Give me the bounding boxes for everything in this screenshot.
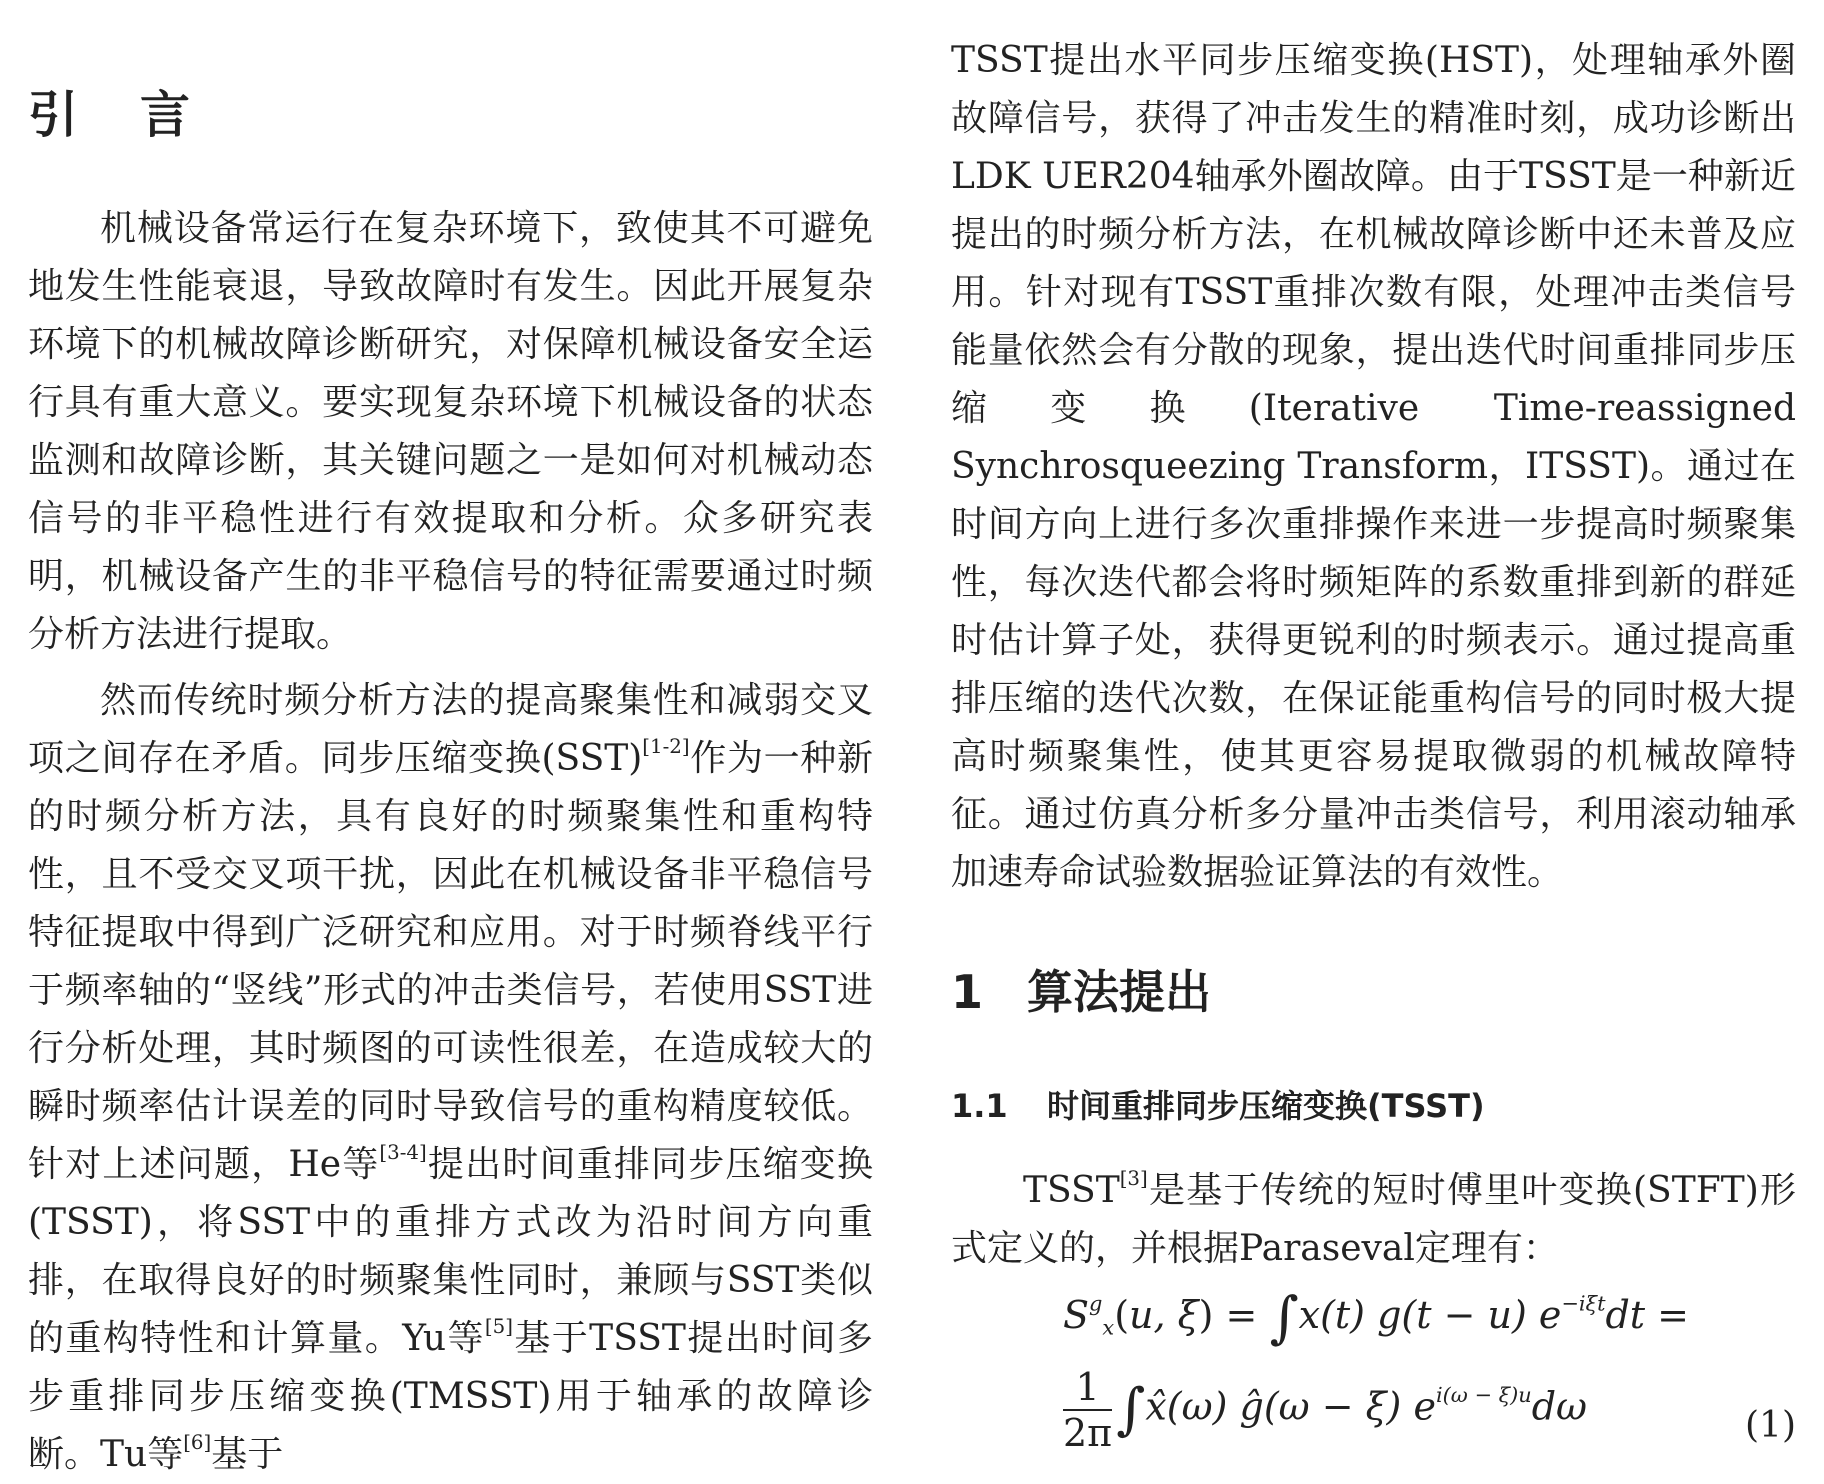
citation-ref: [3-4] [379, 1141, 427, 1165]
integral-sign: ∫ [1116, 1377, 1146, 1442]
section-number: 1 [951, 965, 984, 1019]
eq-line1-exponent: −iξt [1561, 1291, 1606, 1316]
text-segment: 提出时间重排同步压缩变换(TSST)，将SST中的重排方式改为沿时间方向重排，在取得良好的时频聚集性同时，兼顾与SST类似的重构特性和计算量。Yu等 [28, 1144, 873, 1359]
fraction-denominator: 2π [1063, 1411, 1113, 1455]
tsst-rest: 是基于传统的短时傅里叶变换(STFT)形式定义的，并根据Paraseval定理有： [951, 1170, 1796, 1269]
intro-paragraph-1: 机械设备常运行在复杂环境下，致使其不可避免地发生性能衰退，导致故障时有发生。因此开展复杂环境下的机械故障诊断研究，对保障机械设备安全运行具有重大意义。要实现复杂环境下机械设备的状态监测和故障诊断，其关键问题之一是如何对机械动态信号的非平稳性进行有效提取和分析。众多研究表明，机械设备产生的非平稳信号的特征需要通过时频分析方法进行提取。 [28, 208, 873, 655]
equation-line-2 [1063, 1365, 1587, 1455]
subsection-heading [951, 1082, 1485, 1130]
text-segment: 基于TSST提出时间多步重排同步压缩变换(TMSST)用于轴承的故障诊断。Tu等 [28, 1318, 874, 1475]
section-title: 算法提出 [1027, 965, 1211, 1019]
eq-line2-body: x̂(ω) ĝ(ω − ξ) e [1145, 1384, 1436, 1429]
section-heading [951, 960, 1211, 1024]
subsection-title: 时间重排同步压缩变换(TSST) [1047, 1087, 1485, 1125]
tsst-lead: TSST [1023, 1170, 1120, 1211]
eq-line2-exponent: i(ω − ξ)u [1435, 1382, 1532, 1407]
citation-ref: [3] [1119, 1167, 1148, 1191]
eq-line1-end: dt = [1605, 1293, 1689, 1337]
citation-ref: [6] [183, 1431, 212, 1455]
equation-1 [951, 1285, 1796, 1475]
equation-number: (1) [1745, 1405, 1796, 1446]
text-segment: 然而传统时频分析方法的提高聚集性和减弱交叉项之间存在矛盾。同步压缩变换(SST) [28, 680, 873, 779]
citation-ref: [1-2] [642, 735, 690, 759]
fraction [1063, 1365, 1112, 1455]
intro-paragraph-2 [28, 672, 873, 1484]
equation-line-1: $S^g_x(u$, ξ) = ∫x(t) g(t − u) $e^{-i\xi t}dt$ = [1063, 1285, 1689, 1351]
subsection-number: 1.1 [951, 1087, 1008, 1125]
integral-sign: ∫ [1269, 1285, 1299, 1351]
intro-heading: 引言 [28, 86, 252, 144]
citation-ref: [5] [484, 1315, 513, 1339]
fraction-numerator: 1 [1063, 1365, 1112, 1411]
tsst-paragraph [951, 1162, 1796, 1278]
text-segment: 基于 [211, 1434, 284, 1475]
intro-paragraph-2-continued: TSST提出水平同步压缩变换(HST)，处理轴承外圈故障信号，获得了冲击发生的精准时刻，成功诊断出LDK UER204轴承外圈故障。由于TSST是一种新近提出的时频分析方法，在机械故障诊断中还未普及应用。针对现有TSST重排次数有限，处理冲击类信号能量依然会有分散的现象，提出迭代时间重排同步压缩变换(Iterative Time-reassigned Synchrosqueezing Transform，ITSST)。通过在时间方向上进行多次重排操作来进一步提高时频聚集性，每次迭代都会将时频矩阵的系数重排到新的群延时估计算子处，获得更锐利的时频表示。通过提高重排压缩的迭代次数，在保证能重构信号的同时极大提高时频聚集性，使其更容易提取微弱的机械故障特征。通过仿真分析多分量冲击类信号，利用滚动轴承加速寿命试验数据验证算法的有效性。 [951, 40, 1796, 893]
text-segment: 作为一种新的时频分析方法，具有良好的时频聚集性和重构特性，且不受交叉项干扰，因此在机械设备非平稳信号特征提取中得到广泛研究和应用。对于时频脊线平行于频率轴的“竖线”形式的冲击类信号，若使用SST进行分析处理，其时频图的可读性很差，在造成较大的瞬时频率估计误差的同时导致信号的重构精度较低。针对上述问题，He等 [28, 738, 873, 1185]
eq-line2-end: dω [1531, 1384, 1588, 1429]
stft-symbol: $S^g_x$ [1063, 1291, 1115, 1340]
eq-line1-body: x(t) g(t − u) e [1298, 1293, 1562, 1337]
